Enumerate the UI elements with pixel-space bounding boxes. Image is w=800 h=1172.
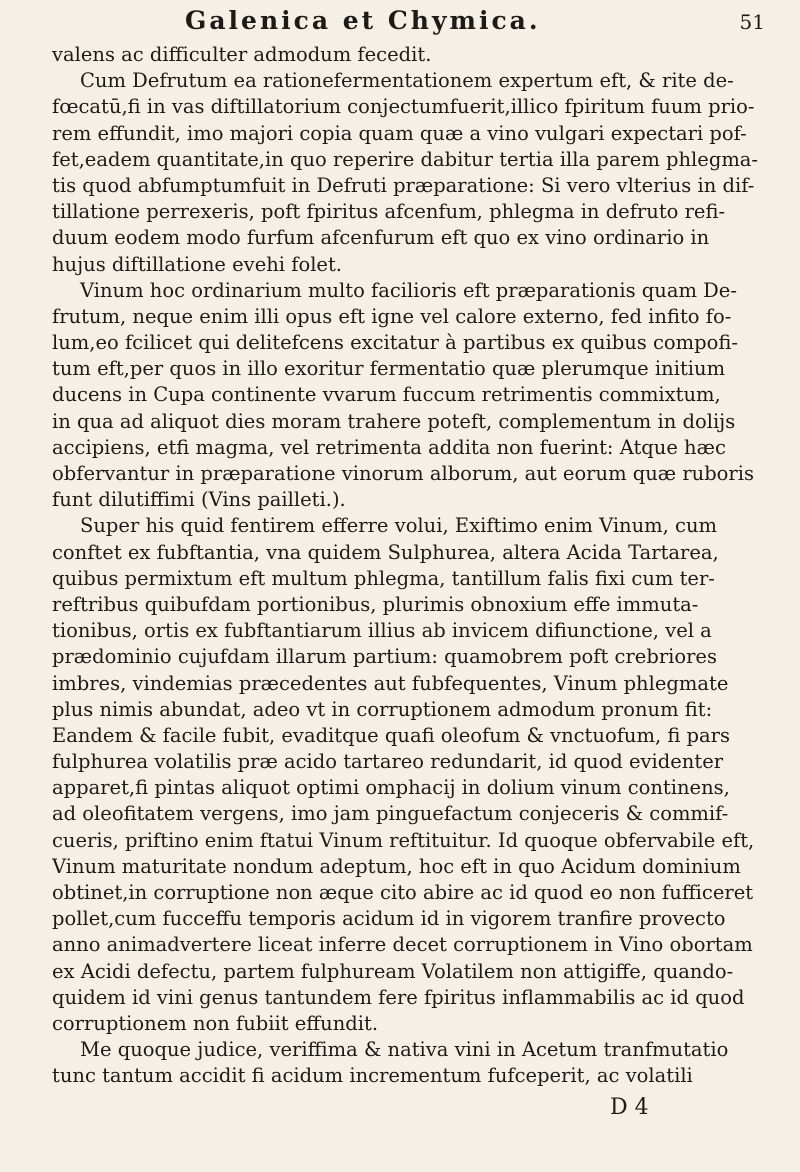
text-line: rem effundit, imo majori copia quam quæ a vino vulgari expectari pof- [52,121,747,145]
text-line: fœcatū,fi in vas diftillatorium conjectumfuerit,illico fpiritum fuum prio- [52,95,755,119]
running-title: Galenica et Chymica. [185,6,541,35]
text-line: lum,eo fcilicet qui delitefcens excitatur à partibus ex quibus compofi- [52,331,738,355]
text-line: tionibus, ortis ex fubftantiarum illius ab invicem difiunctione, vel a [52,619,712,643]
text-line: imbres, vindemias præcedentes aut fubfequentes, Vinum phlegmate [52,671,729,695]
text-line: duum eodem modo furfum afcenfurum eft quo ex vino ordinario in [52,226,710,250]
text-line: accipiens, etfi magma, vel retrimenta addita non fuerint: Atque hæc [52,435,726,459]
body-text [52,42,772,1090]
text-line: quibus permixtum eft multum phlegma, tantillum falis fixi cum ter- [52,566,715,590]
text-line: Me quoque judice, veriffima & nativa vini in Acetum tranfmutatio [80,1038,729,1062]
text-line: Cum Defrutum ea rationefermentationem expertum eft, & rite de- [80,69,734,93]
text-line: Super his quid fentirem efferre volui, Exiftimo enim Vinum, cum [80,514,718,538]
text-line: obfervantur in præparatione vinorum alborum, aut eorum quæ ruboris [52,462,754,485]
text-line: hujus diftillatione evehi folet. [52,252,343,276]
text-line: cueris, priftino enim ftatui Vinum reftituitur. Id quoque obfervabile eft, [52,828,755,852]
text-line: tis quod abfumptumfuit in Defruti præparatione: Si vero vlterius in dif- [52,173,755,197]
text-line: tum eft,per quos in illo exoritur fermentatio quæ plerumque initium [52,357,726,381]
page-number: 51 [739,10,765,34]
text-line: obtinet,in corruptione non æque cito abire ac id quod eo non fufficeret [52,881,754,904]
text-line: Vinum hoc ordinarium multo facilioris eft præparationis quam De- [80,278,737,302]
text-line: ad oleofitatem vergens, imo jam pinguefactum conjeceris & commif- [52,802,729,826]
text-line: Eandem & facile fubit, evaditque quafi oleofum & vnctuofum, fi pars [52,723,730,747]
text-line: ex Acidi defectu, partem fulphuream Volatilem non attigiffe, quando- [52,959,734,983]
text-line: ducens in Cupa continente vvarum fuccum retrimentis commixtum, [52,383,721,407]
text-line: quidem id vini genus tantundem fere fpiritus inflammabilis ac id quod [52,985,745,1009]
text-line: funt dilutiffimi (Vins pailleti.). [52,488,346,512]
page-header [185,6,765,40]
text-line: apparet,fi pintas aliquot optimi omphacij in dolium vinum continens, [52,776,730,800]
text-line: tillatione perrexeris, poft fpiritus afcenfum, phlegma in defruto refi- [52,200,726,224]
text-line: fet,eadem quantitate,in quo reperire dabitur tertia illa parem phlegma- [52,147,759,171]
text-line: in qua ad aliquot dies moram trahere poteft, complementum in dolijs [52,409,736,433]
text-line: tunc tantum accidit fi acidum incrementum fufceperit, ac volatili [52,1064,693,1088]
text-line: fulphurea volatilis præ acido tartareo redundarit, id quod evidenter [52,750,724,774]
text-line: frutum, neque enim illi opus eft igne vel calore externo, fed infito fo- [52,304,732,328]
text-line: Vinum maturitate nondum adeptum, hoc eft in quo Acidum dominium [52,854,741,878]
text-line: plus nimis abundat, adeo vt in corruptionem admodum pronum fit: [52,697,713,721]
text-line: prædominio cujufdam illarum partium: quamobrem poft crebriores [52,645,717,669]
text-line: valens ac difficulter admodum fecedit. [52,43,432,66]
signature-mark: D 4 [610,1095,649,1120]
text-line: reftribus quibufdam portionibus, plurimis obnoxium effe immuta- [52,592,699,616]
text-line: anno animadvertere liceat inferre decet corruptionem in Vino obortam [52,933,753,957]
text-line: pollet,cum fucceffu temporis acidum id in vigorem tranfire provecto [52,907,726,931]
text-line: corruptionem non fubiit effundit. [52,1011,379,1035]
text-line: conftet ex fubftantia, vna quidem Sulphurea, altera Acida Tartarea, [52,540,719,564]
